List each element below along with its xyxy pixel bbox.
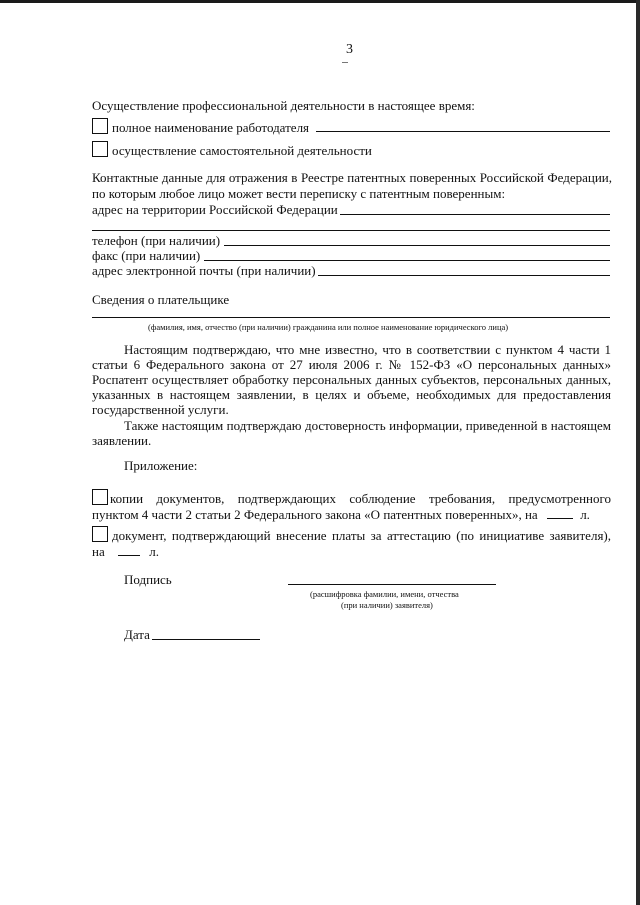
copies-line-2-text: пунктом 4 части 2 статьи 2 Федерального закона «О патентных поверенных», на [92,507,538,522]
payer-caption: (фамилия, имя, отчество (при наличии) гражданина или полное наименование юридического лица) [148,322,509,332]
fax-label: факс (при наличии) [92,248,201,263]
scan-edge-top [0,0,640,3]
contacts-intro-line-1: Контактные данные для отражения в Реестре патентных поверенных Российской Федерации, [92,170,612,185]
copies-line-2 [92,507,590,522]
address-field-line-2[interactable] [92,230,610,231]
attachments-heading: Приложение: [124,458,198,473]
payer-heading: Сведения о плательщике [92,292,230,307]
payment-line-2 [92,544,159,559]
copies-checkbox[interactable] [92,489,108,505]
consent-line-4: указанных в настоящем заявлении, в целях и объеме, необходимых для предоставления [92,387,611,402]
fax-field[interactable] [204,260,610,261]
copies-sheets-suffix: л. [580,507,590,522]
employer-name-field[interactable] [316,131,610,132]
consent-line-1: Настоящим подтверждаю, что мне известно, что в соответствии с пунктом 4 части 1 [124,342,611,357]
payment-checkbox[interactable] [92,526,108,542]
signature-field[interactable] [288,584,496,585]
signature-caption-line-2: (при наличии) заявителя) [341,600,433,610]
consent-line-5: государственной услуги. [92,402,229,417]
professional-heading: Осуществление профессиональной деятельности в настоящее время: [92,98,475,113]
email-field[interactable] [318,275,610,276]
consent-line-3: Роспатент осуществляет обработку персональных данных субъектов, персональных данных, [92,372,611,387]
date-label: Дата [124,627,150,642]
payment-sheets-field[interactable] [118,545,140,556]
date-field[interactable] [152,639,260,640]
copies-line-1: копии документов, подтверждающих соблюдение требования, предусмотренного [110,491,611,506]
signature-label: Подпись [124,572,172,587]
phone-label: телефон (при наличии) [92,233,221,248]
employer-checkbox[interactable] [92,118,108,134]
address-field[interactable] [340,214,610,215]
scan-edge-right [636,0,640,905]
payer-field[interactable] [92,317,610,318]
page-number: 3 [346,42,353,57]
payment-line-1: документ, подтверждающий внесение платы за аттестацию (по инициативе заявителя), [112,528,611,543]
self-employed-option-label: осуществление самостоятельной деятельности [112,143,372,158]
reliability-line-2: заявлении. [92,433,152,448]
signature-caption-line-1: (расшифровка фамилии, имени, отчества [310,589,459,599]
payment-sheets-prefix: на [92,544,105,559]
scan-mark [342,62,348,63]
employer-option-label: полное наименование работодателя [112,120,310,135]
self-employed-checkbox[interactable] [92,141,108,157]
contacts-intro-line-2: по которым любое лицо может вести переписку с патентным поверенным: [92,186,506,201]
consent-line-2: статьи 6 Федерального закона от 27 июля 2006 г. № 152-ФЗ «О персональных данных» [92,357,611,372]
phone-field[interactable] [224,245,610,246]
copies-sheets-field[interactable] [547,508,573,519]
address-label: адрес на территории Российской Федерации [92,202,338,217]
email-label: адрес электронной почты (при наличии) [92,263,316,278]
payment-sheets-suffix: л. [149,544,159,559]
reliability-line-1: Также настоящим подтверждаю достоверность информации, приведенной в настоящем [124,418,611,433]
